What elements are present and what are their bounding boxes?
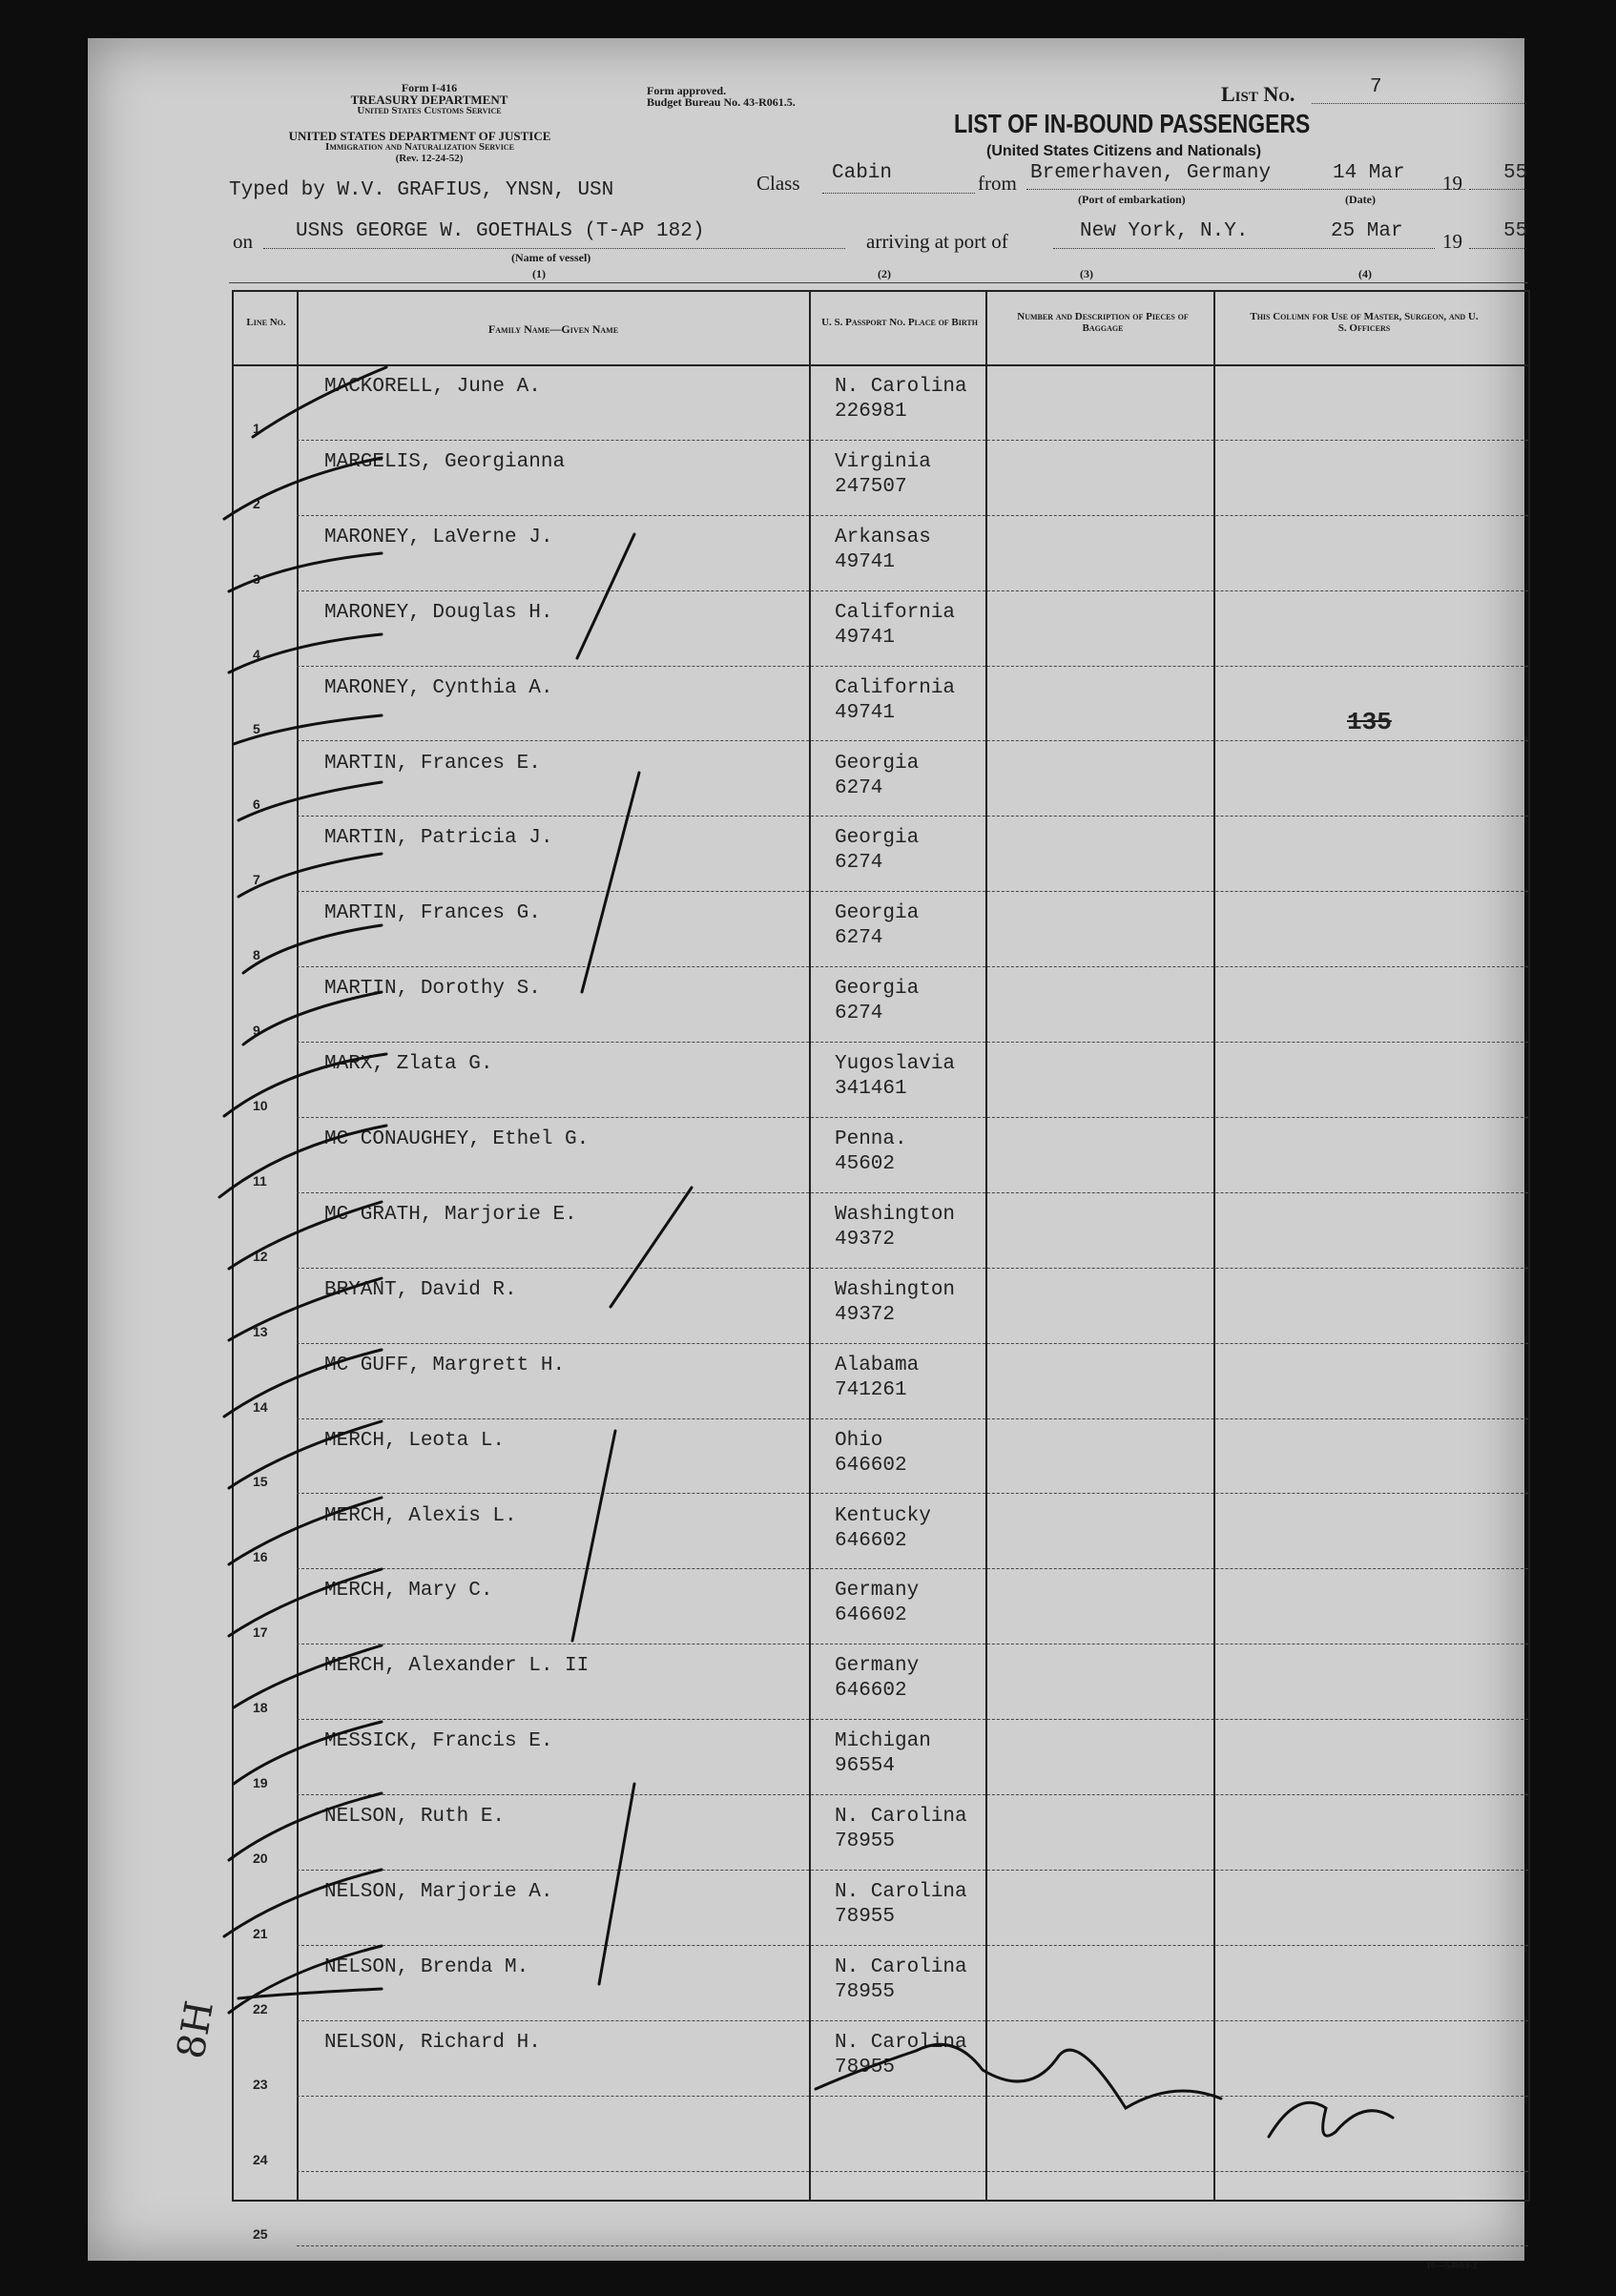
- passport-number: 49372: [835, 1228, 896, 1251]
- passport-number: 49372: [835, 1303, 896, 1326]
- form-title: LIST OF IN-BOUND PASSENGERS: [954, 109, 1311, 138]
- treasury-dept: TREASURY DEPARTMENT: [350, 93, 508, 107]
- place-of-birth: Ohio: [835, 1429, 883, 1452]
- form-subtitle: (United States Citizens and Nationals): [986, 143, 1262, 159]
- line-number: 8: [253, 947, 260, 963]
- passport-number: 78955: [835, 1831, 896, 1853]
- passport-number: 646602: [835, 1604, 907, 1627]
- from-label: from: [978, 172, 1017, 195]
- from-year-prefix: 19: [1442, 172, 1462, 195]
- class-value: Cabin: [832, 162, 893, 184]
- passport-number: 78955: [835, 1980, 896, 2003]
- passport-number: 226981: [835, 401, 907, 423]
- passenger-name: MERCH, Mary C.: [324, 1580, 493, 1603]
- port-of-embarkation: Bremerhaven, Germany: [1030, 162, 1272, 184]
- line-number: 2: [253, 495, 260, 511]
- on-label: on: [233, 230, 253, 253]
- line-number: 23: [253, 2076, 268, 2092]
- line-number: 24: [253, 2151, 268, 2167]
- place-of-birth: Kentucky: [835, 1504, 931, 1527]
- passenger-name: MARTIN, Dorothy S.: [324, 978, 541, 1001]
- form-number: Form I-416: [401, 81, 458, 94]
- place-of-birth: Penna.: [835, 1128, 907, 1150]
- passenger-name: MARGELIS, Georgianna: [324, 450, 566, 473]
- passenger-name: MARONEY, LaVerne J.: [324, 526, 553, 548]
- ins-service: Immigration and Naturalization Service: [325, 141, 514, 153]
- passenger-name: MARX, Zlata G.: [324, 1053, 493, 1076]
- passenger-name: MC GRATH, Marjorie E.: [324, 1203, 577, 1226]
- arriving-label: arriving at port of: [866, 230, 1008, 253]
- passport-number: 49741: [835, 701, 896, 724]
- passenger-name: MARTIN, Patricia J.: [324, 827, 553, 850]
- justice-dept: UNITED STATES DEPARTMENT OF JUSTICE: [288, 129, 551, 143]
- line-number: 15: [253, 1474, 268, 1490]
- line-number: 25: [253, 2226, 268, 2243]
- arrival-port: New York, N.Y.: [1080, 220, 1249, 242]
- passport-number: 96554: [835, 1755, 896, 1778]
- passport-number: 6274: [835, 1003, 883, 1025]
- place-of-birth: California: [835, 601, 956, 624]
- line-number: 19: [253, 1775, 268, 1791]
- vessel-name: USNS GEORGE W. GOETHALS (T-AP 182): [296, 220, 705, 242]
- passenger-name: MESSICK, Francis E.: [324, 1730, 553, 1753]
- passport-number: 49741: [835, 550, 896, 573]
- place-of-birth: Michigan: [835, 1730, 931, 1753]
- arrival-year: 55: [1503, 220, 1528, 242]
- typed-by: Typed by W.V. GRAFIUS, YNSN, USN: [229, 179, 614, 201]
- col1-caption: (1): [532, 267, 546, 280]
- passport-number: 45602: [835, 1153, 896, 1175]
- passport-number: 247507: [835, 475, 907, 498]
- revision-date: (Rev. 12-24-52): [395, 153, 464, 164]
- passport-number: 646602: [835, 1680, 907, 1703]
- passport-number: 741261: [835, 1378, 907, 1401]
- place-of-birth: Washington: [835, 1203, 956, 1226]
- footer-code: 16—54603-2: [1426, 2261, 1478, 2271]
- place-of-birth: Alabama: [835, 1354, 920, 1376]
- line-number: 10: [253, 1097, 268, 1113]
- customs-service: United States Customs Service: [357, 105, 502, 116]
- header-passport: U. S. Passport No. Place of Birth: [821, 317, 978, 328]
- embarkation-date: 14 Mar: [1333, 162, 1405, 184]
- passport-number: 6274: [835, 852, 883, 875]
- line-number: 1: [253, 420, 260, 436]
- place-of-birth: Germany: [835, 1655, 920, 1678]
- line-number: 14: [253, 1398, 268, 1415]
- port-embark-caption: (Port of embarkation): [1078, 193, 1186, 206]
- passport-number: 78955: [835, 2056, 896, 2079]
- col4-caption: (4): [1358, 267, 1372, 280]
- header-line-no: Line No.: [246, 317, 286, 328]
- passenger-name: MARONEY, Douglas H.: [324, 601, 553, 624]
- passport-number: 49741: [835, 626, 896, 649]
- line-number: 3: [253, 570, 260, 587]
- passenger-name: MERCH, Leota L.: [324, 1429, 506, 1452]
- passenger-name: MARTIN, Frances E.: [324, 752, 541, 775]
- line-number: 21: [253, 1925, 268, 1941]
- passenger-name: MARONEY, Cynthia A.: [324, 676, 553, 699]
- place-of-birth: N. Carolina: [835, 376, 967, 398]
- place-of-birth: Georgia: [835, 978, 920, 1001]
- passport-number: 341461: [835, 1078, 907, 1101]
- header-baggage: Number and Description of Pieces of Baggage: [1017, 311, 1189, 334]
- line-number: 20: [253, 1850, 268, 1866]
- line-number: 16: [253, 1549, 268, 1565]
- place-of-birth: N. Carolina: [835, 1806, 967, 1829]
- line-number: 7: [253, 872, 260, 888]
- passenger-name: MERCH, Alexis L.: [324, 1504, 517, 1527]
- line-number: 4: [253, 646, 260, 662]
- arrival-date: 25 Mar: [1331, 220, 1403, 242]
- passenger-name: MARTIN, Frances G.: [324, 902, 541, 925]
- place-of-birth: Washington: [835, 1278, 956, 1301]
- line-number: 11: [253, 1172, 267, 1189]
- header-officers: This Column for Use of Master, Surgeon, and U. S. Officers: [1250, 311, 1479, 334]
- passenger-name: BRYANT, David R.: [324, 1278, 517, 1301]
- line-number: 13: [253, 1323, 268, 1339]
- place-of-birth: Virginia: [835, 450, 931, 473]
- place-of-birth: N. Carolina: [835, 1881, 967, 1903]
- line-number: 12: [253, 1248, 268, 1264]
- place-of-birth: N. Carolina: [835, 1955, 967, 1978]
- margin-note: 8H: [169, 1997, 223, 2062]
- line-number: 5: [253, 721, 260, 737]
- passport-number: 6274: [835, 776, 883, 799]
- place-of-birth: Georgia: [835, 827, 920, 850]
- list-no-value: 7: [1370, 76, 1382, 98]
- passenger-name: NELSON, Ruth E.: [324, 1806, 506, 1829]
- place-of-birth: Yugoslavia: [835, 1053, 956, 1076]
- passport-number: 78955: [835, 1906, 896, 1928]
- line-number: 17: [253, 1624, 268, 1641]
- col2-caption: (2): [878, 267, 891, 280]
- place-of-birth: Georgia: [835, 752, 920, 775]
- col3-caption: (3): [1080, 267, 1093, 280]
- place-of-birth: Arkansas: [835, 526, 931, 548]
- place-of-birth: N. Carolina: [835, 2031, 967, 2054]
- passenger-name: MACKORELL, June A.: [324, 376, 541, 398]
- line-number: 22: [253, 2000, 268, 2017]
- arrival-year-prefix: 19: [1442, 230, 1462, 253]
- passenger-name: MC CONAUGHEY, Ethel G.: [324, 1128, 590, 1150]
- place-of-birth: Germany: [835, 1580, 920, 1603]
- date-caption: (Date): [1345, 193, 1376, 206]
- class-label: Class: [756, 172, 800, 195]
- officer-count: 135: [1347, 708, 1392, 736]
- line-number: 18: [253, 1700, 268, 1716]
- passenger-name: MERCH, Alexander L. II: [324, 1655, 590, 1678]
- passport-number: 6274: [835, 927, 883, 950]
- list-no-label: List No.: [1221, 82, 1295, 106]
- line-number: 6: [253, 796, 260, 813]
- header-name: Family Name—Given Name: [487, 322, 619, 336]
- passenger-name: MC GUFF, Margrett H.: [324, 1354, 566, 1376]
- line-number: 9: [253, 1023, 260, 1039]
- passenger-name: NELSON, Brenda M.: [324, 1955, 529, 1978]
- passport-number: 646602: [835, 1454, 907, 1477]
- budget-bureau: Budget Bureau No. 43-R061.5.: [647, 95, 796, 109]
- passenger-name: NELSON, Richard H.: [324, 2031, 541, 2054]
- vessel-caption: (Name of vessel): [511, 251, 591, 264]
- passenger-name: NELSON, Marjorie A.: [324, 1881, 553, 1903]
- place-of-birth: Georgia: [835, 902, 920, 925]
- place-of-birth: California: [835, 676, 956, 699]
- embarkation-year: 55: [1503, 162, 1528, 184]
- passport-number: 646602: [835, 1529, 907, 1552]
- form-approved: Form approved.: [647, 84, 727, 97]
